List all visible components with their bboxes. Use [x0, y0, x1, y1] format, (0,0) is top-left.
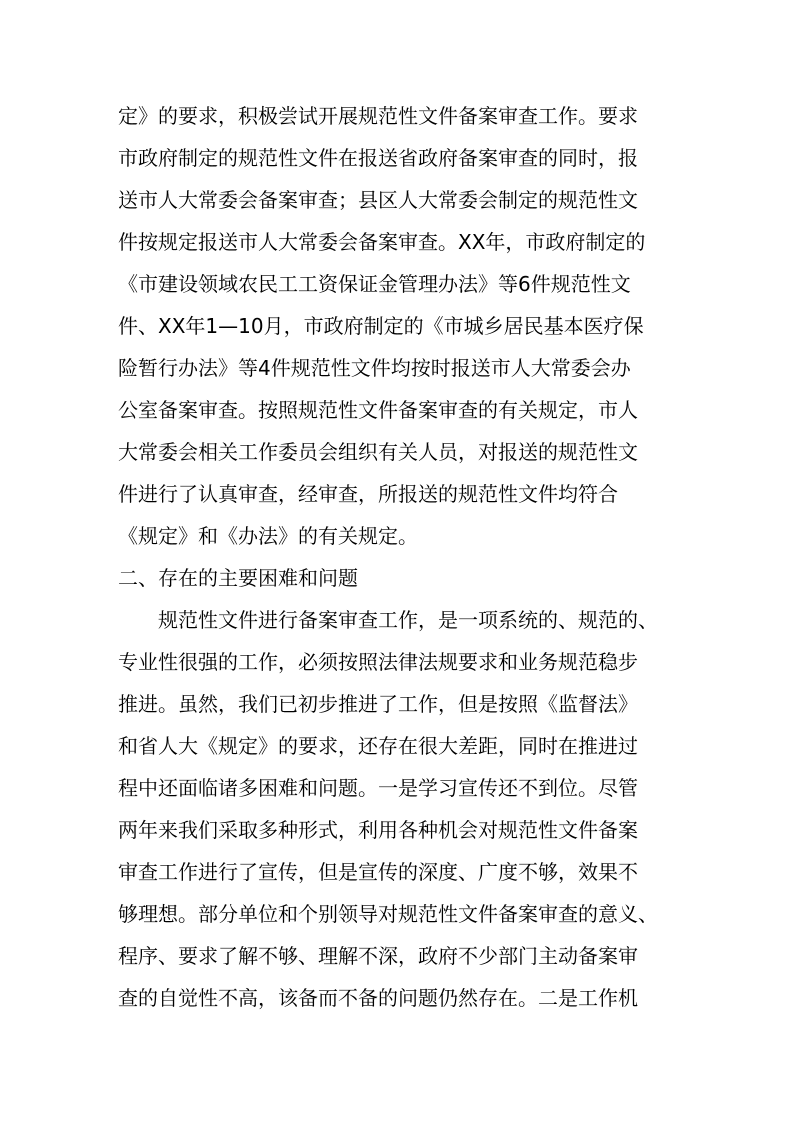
- paragraph-line: 查的自觉性不高，该备而不备的问题仍然存在。二是工作机: [118, 986, 638, 1010]
- paragraph-line: 两年来我们采取多种形式，利用各种机会对规范性文件备案: [118, 818, 638, 842]
- paragraph-line-indented: 规范性文件进行备案审查工作，是一项系统的、规范的、: [158, 608, 658, 632]
- paragraph-line: 件进行了认真审查，经审查，所报送的规范性文件均符合: [118, 482, 618, 506]
- paragraph-line: 件、XX年1—10月，市政府制定的《市城乡居民基本医疗保: [118, 314, 644, 338]
- paragraph-line: 《规定》和《办法》的有关规定。: [118, 524, 418, 548]
- paragraph-line: 《市建设领域农民工工资保证金管理办法》等6件规范性文: [118, 272, 631, 296]
- paragraph-line: 专业性很强的工作，必须按照法律法规要求和业务规范稳步: [118, 650, 638, 674]
- section-heading: 二、存在的主要困难和问题: [118, 566, 358, 590]
- paragraph-line: 程中还面临诸多困难和问题。一是学习宣传还不到位。尽管: [118, 776, 638, 800]
- paragraph-line: 和省人大《规定》的要求，还存在很大差距，同时在推进过: [118, 734, 638, 758]
- paragraph-line: 审查工作进行了宣传，但是宣传的深度、广度不够，效果不: [118, 860, 638, 884]
- paragraph-line: 件按规定报送市人大常委会备案审查。XX年，市政府制定的: [118, 230, 646, 254]
- paragraph-line: 程序、要求了解不够、理解不深，政府不少部门主动备案审: [118, 944, 638, 968]
- paragraph-line: 公室备案审查。按照规范性文件备案审查的有关规定，市人: [118, 398, 638, 422]
- paragraph-line: 险暂行办法》等4件规范性文件均按时报送市人大常委会办: [118, 356, 631, 380]
- paragraph-line: 市政府制定的规范性文件在报送省政府备案审查的同时，报: [118, 146, 638, 170]
- paragraph-line: 定》的要求，积极尝试开展规范性文件备案审查工作。要求: [118, 104, 638, 128]
- paragraph-line: 送市人大常委会备案审查；县区人大常委会制定的规范性文: [118, 188, 638, 212]
- paragraph-line: 推进。虽然，我们已初步推进了工作，但是按照《监督法》: [118, 692, 638, 716]
- paragraph-line: 大常委会相关工作委员会组织有关人员，对报送的规范性文: [118, 440, 638, 464]
- paragraph-line: 够理想。部分单位和个别领导对规范性文件备案审查的意义、: [118, 902, 658, 926]
